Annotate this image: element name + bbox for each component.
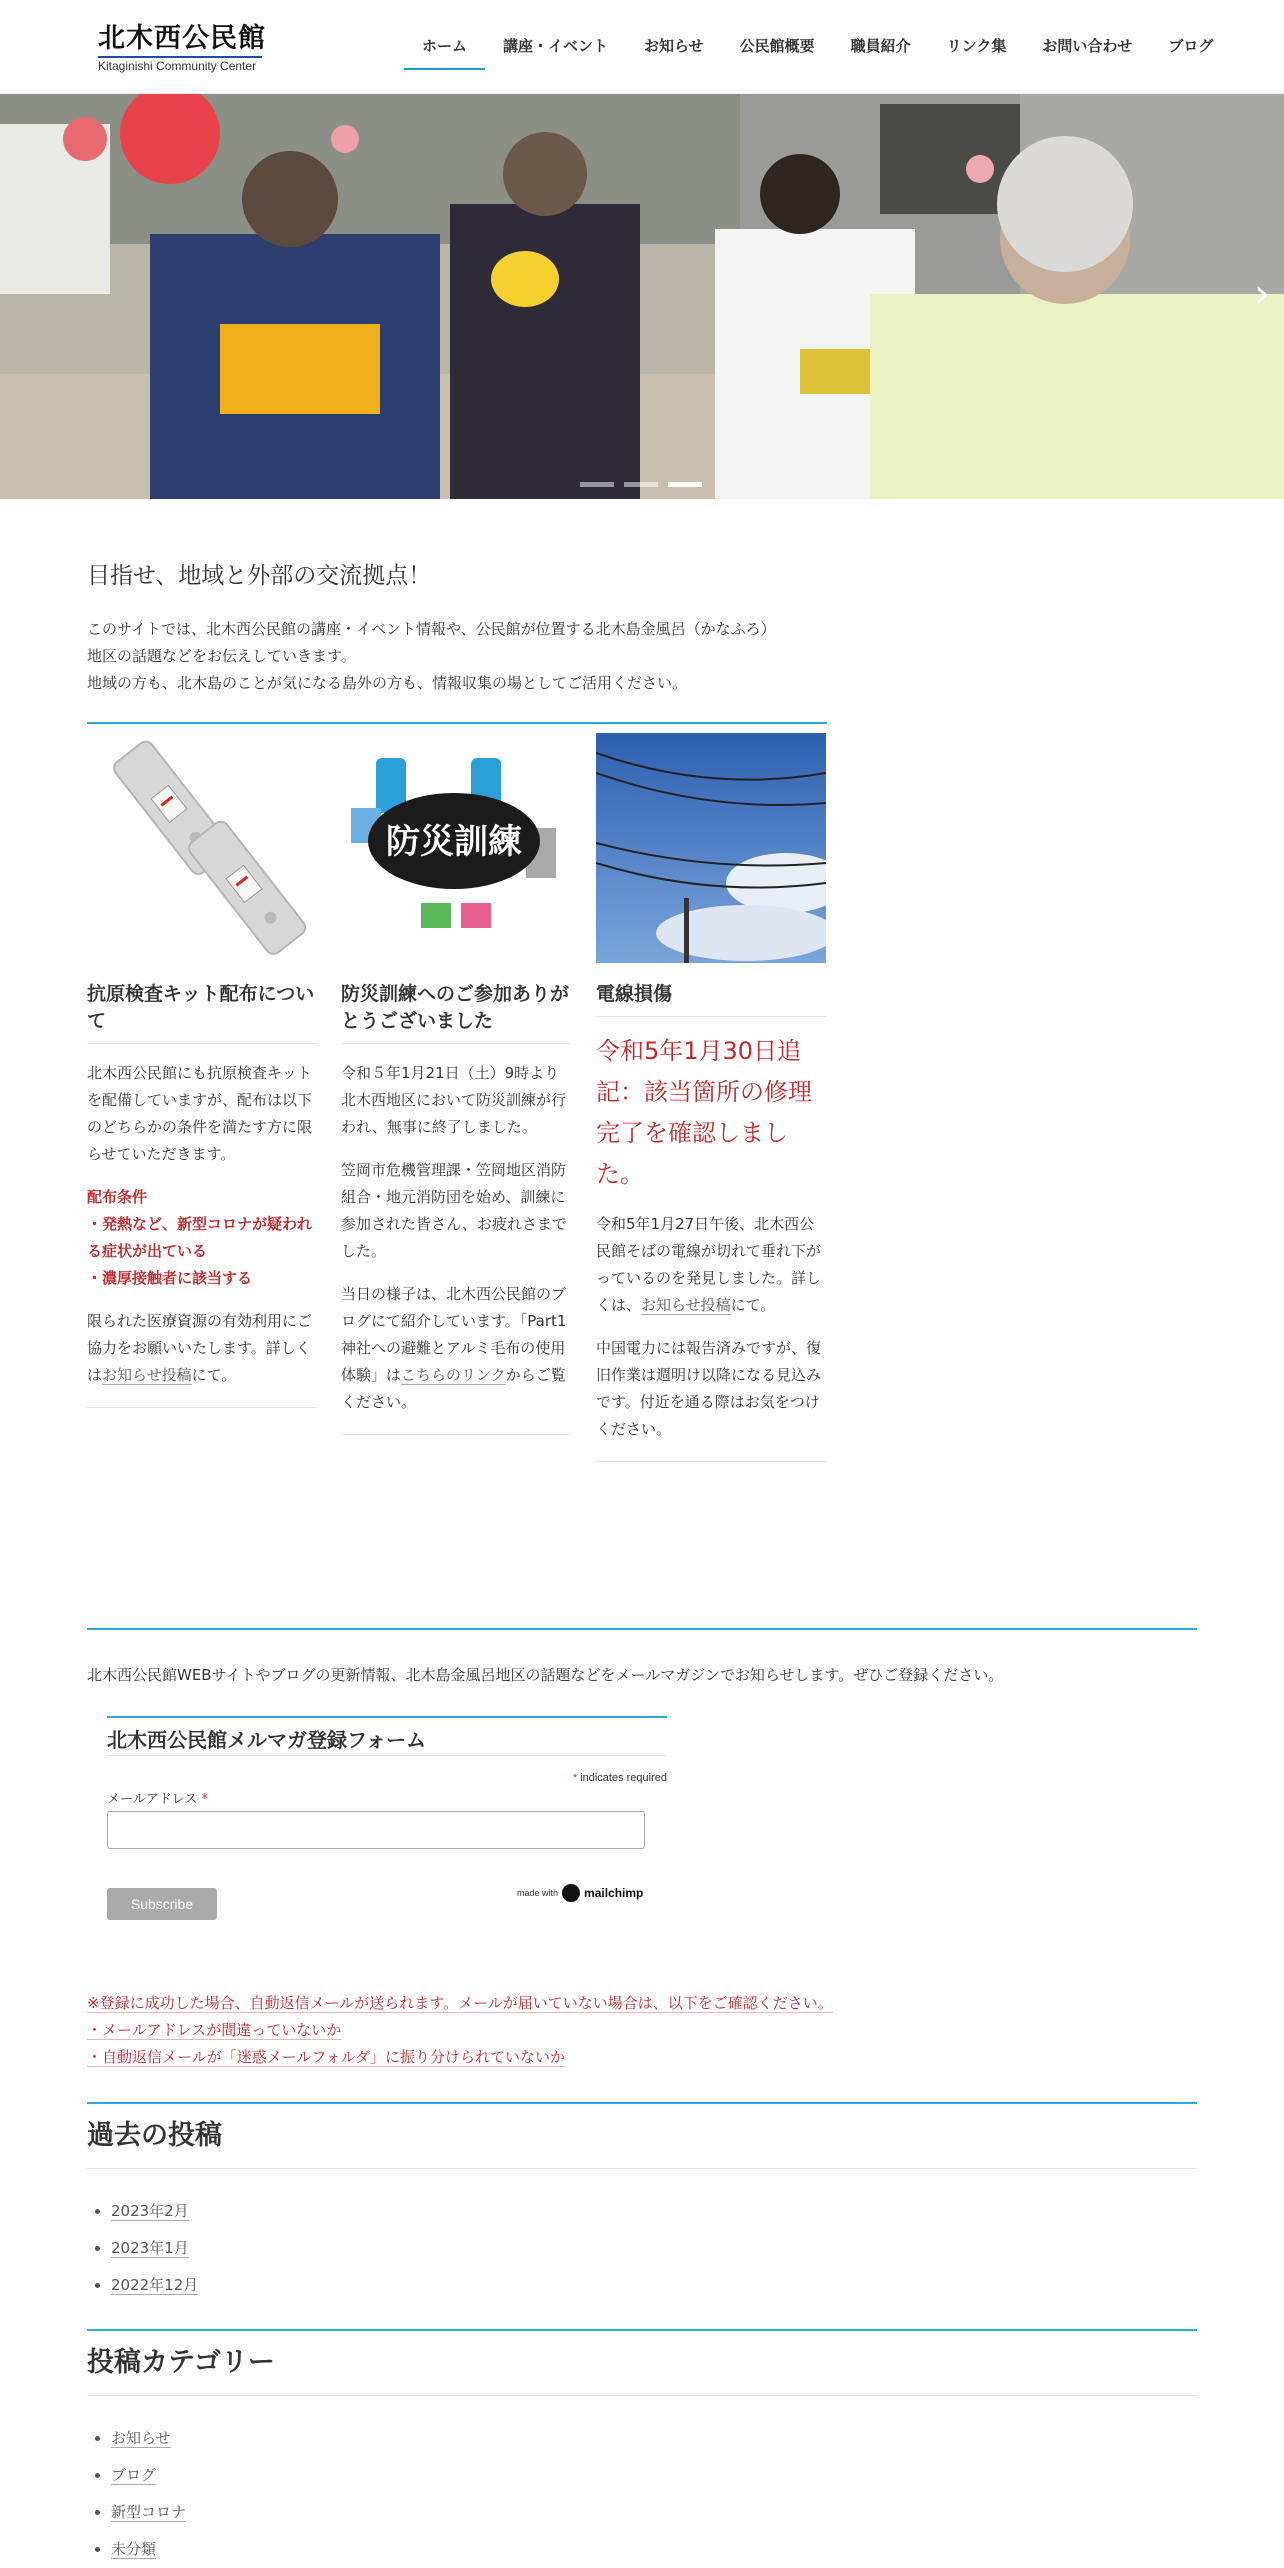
note-line-3 [87,2044,833,2071]
category-link[interactable]: 新型コロナ [111,2503,187,2521]
subscribe-button[interactable]: Subscribe [107,1888,217,1920]
archives-widget [87,2104,1197,2304]
drill-image-text: 防災訓練 [386,822,522,862]
note-line-2 [87,2017,833,2044]
nav-about[interactable]: 公民館概要 [739,37,815,55]
list-item[interactable] [111,2193,1197,2230]
card-power-line [596,733,826,1462]
newsletter-form [107,1716,667,1912]
condition-1: ・発熱など、新型コロナが疑われる症状が出ている [87,1215,313,1260]
required-asterisk: * [201,1792,208,1807]
card-tail-end: にて。 [191,1366,237,1384]
email-field[interactable] [107,1811,645,1849]
newsletter-notes [87,1990,833,2071]
card-tail-text: 限られた医療資源の有効利用にご協力をお願いいたします。詳しくは [87,1312,313,1384]
category-link[interactable]: ブログ [111,2466,157,2484]
news-post-link[interactable]: お知らせ投稿 [641,1296,731,1314]
card-p1-end: にて。 [730,1296,776,1314]
power-line-image[interactable] [596,733,826,963]
nav-contact[interactable]: お問い合わせ [1042,37,1133,55]
note-line-3-text: ・自動返信メールが「迷惑メールフォルダ」に振り分けられていないか [87,2048,566,2066]
archive-link[interactable]: 2023年2月 [111,2202,189,2220]
list-item[interactable] [111,2457,1197,2494]
intro-heading: 目指せ、地域と外部の交流拠点！ [87,563,432,589]
mailchimp-badge[interactable] [517,1884,643,1902]
note-line-2-text: ・メールアドレスが間違っていないか [87,2021,342,2039]
email-label [107,1788,667,1807]
card-disaster-drill [341,733,582,1435]
list-item[interactable] [111,2230,1197,2267]
card-title[interactable]: 電線損傷 [596,981,826,1017]
card-p1-text: 令和5年1月27日午後、北木西公民館そばの電線が切れて垂れ下がっているのを発見しました。詳しくは、 [596,1215,822,1314]
hero-dot-2[interactable] [624,482,658,487]
card-tail [87,1308,317,1389]
list-item[interactable] [111,2267,1197,2304]
site-header [0,0,1284,94]
nav-news[interactable]: お知らせ [644,37,704,55]
hero-dot-1[interactable] [580,482,614,487]
mailchimp-logo-icon [562,1884,580,1902]
nav-home[interactable]: ホーム [404,0,485,94]
card-divider [341,1434,571,1435]
archives-list [87,2193,1197,2304]
newsletter-lead: 北木西公民館WEBサイトやブログの更新情報、北木島金風呂地区の話題などをメールマガジンでお知らせします。ぜひご登録ください。 [87,1666,1004,1684]
archive-link[interactable]: 2022年12月 [111,2276,199,2294]
antigen-kit-image[interactable] [87,733,317,963]
hero-pagination [580,482,702,487]
intro-divider [87,722,827,724]
newsletter-divider [87,1628,1197,1630]
nav-staff[interactable]: 職員紹介 [850,37,911,55]
conditions-block [87,1184,317,1292]
list-item[interactable] [111,2494,1197,2531]
note-line-1 [87,1990,833,2017]
nav-links[interactable]: リンク集 [946,37,1007,55]
condition-2: ・濃厚接触者に該当する [87,1269,253,1287]
badge-brand: mailchimp [584,1886,644,1900]
archive-link[interactable]: 2023年1月 [111,2239,189,2257]
intro-line-2: 地区の話題などをお伝えしていきます。 [87,647,356,665]
categories-list [87,2420,1197,2568]
card-p3-text: 当日の様子は、北木西公民館のブログにて紹介しています。「Part1 神社への避難とアルミ毛布の使用体験」は [341,1285,582,1384]
badge-made-with: made with [517,1888,559,1898]
card-p3-end: からご覧ください。 [341,1366,566,1411]
list-item[interactable] [111,2531,1197,2568]
site-logo[interactable] [98,22,268,72]
hero-slider[interactable] [0,94,1284,499]
card-title[interactable]: 防災訓練へのご参加ありがとうございました [341,981,571,1044]
card-divider [596,1461,826,1462]
nav-blog[interactable]: ブログ [1168,37,1214,55]
logo-subtitle: Kitaginishi Community Center [98,56,262,73]
card-paragraph-2: 中国電力には報告済みですが、復旧作業は週明け以降になる見込みです。付近を通る際はお気をつけください。 [596,1339,822,1438]
blog-link[interactable]: こちらのリンク [401,1366,506,1384]
card-paragraph-1: 令和５年1月21日（土）9時より北木西地区において防災訓練が行われ、無事に終了しました。 [341,1064,567,1136]
required-note-text: indicates required [580,1772,667,1784]
card-update-note: 令和5年1月30日追記：該当箇所の修理完了を確認しました。 [596,1037,812,1188]
archives-title: 過去の投稿 [87,2104,1197,2169]
categories-widget [87,2331,1197,2568]
newsletter-form-title: 北木西公民館メルマガ登録フォーム [107,1716,667,1756]
list-item[interactable] [111,2420,1197,2457]
card-antigen-kit [87,733,317,1408]
nav-events[interactable]: 講座・イベント [503,37,609,55]
category-link[interactable]: 未分類 [111,2540,157,2558]
news-post-link[interactable]: お知らせ投稿 [102,1366,192,1384]
card-divider [87,1407,317,1408]
intro-line-3: 地域の方も、北木島のことが気になる島外の方も、情報収集の場としてご活用ください。 [87,674,688,692]
card-title[interactable]: 抗原検査キット配布について [87,981,317,1044]
hero-dot-3[interactable] [668,482,702,487]
conditions-title: 配布条件 [87,1188,148,1206]
intro-line-1: このサイトでは、北木西公民館の講座・イベント情報や、公民館が位置する北木島金風呂（かなふろ） [87,620,776,638]
logo-title: 北木西公民館 [98,23,266,54]
categories-title: 投稿カテゴリー [87,2331,1197,2396]
disaster-drill-image[interactable] [341,733,571,963]
intro-section [87,558,827,697]
required-note [107,1772,667,1784]
card-body: 北木西公民館にも抗原検査キットを配備していますが、配布は以下のどちらかの条件を満たす方に限らせていただきます。 [87,1064,313,1163]
card-paragraph-1 [596,1211,826,1319]
card-paragraph-2: 笠岡市危機管理課・笠岡地区消防組合・地元消防団を始め、訓練に参加された皆さん、お疲れさまでした。 [341,1161,567,1260]
hero-photo [0,94,1284,499]
note-line-1-text: ※登録に成功した場合、自動返信メールが送られます。メールが届いていない場合は、以下をご確認ください。 [87,1994,833,2012]
required-asterisk: * [572,1772,578,1784]
email-label-text: メールアドレス [107,1792,198,1807]
hero-next-arrow[interactable]: › [1254,271,1270,317]
main-nav [404,0,1231,94]
card-paragraph-3 [341,1281,582,1416]
category-link[interactable]: お知らせ [111,2429,171,2447]
